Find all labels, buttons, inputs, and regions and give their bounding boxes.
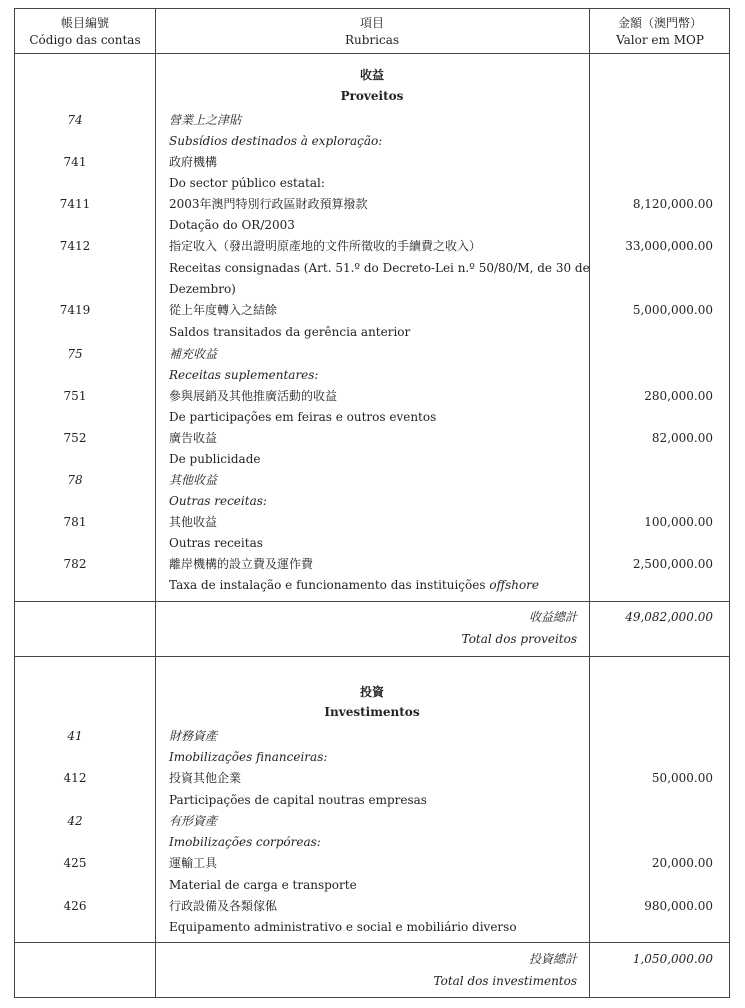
rubric-pt: Do sector público estatal:: [169, 176, 325, 190]
total-label-pt: Total dos proveitos: [461, 632, 577, 646]
rubric-zh: 政府機構: [169, 155, 218, 169]
amount-value: 20,000.00: [651, 856, 713, 870]
amount-value: 33,000,000.00: [625, 239, 713, 253]
rubric-pt: Imobilizações financeiras:: [169, 750, 328, 764]
rubric-pt: Participações de capital noutras empresas: [169, 793, 427, 807]
amount-value: 8,120,000.00: [632, 197, 713, 211]
account-code: 426: [63, 899, 87, 913]
account-code: 75: [67, 347, 83, 361]
header-code: [15, 15, 155, 49]
account-code: 7412: [59, 239, 91, 253]
header-code-pt: Código das contas: [29, 33, 141, 47]
account-code: 751: [63, 389, 87, 403]
rubric-pt-text: Taxa de instalação e funcionamento das instituições: [169, 578, 486, 592]
account-code: 741: [63, 155, 87, 169]
total-label-zh: 收益總計: [528, 610, 577, 624]
header-amount: [589, 15, 731, 49]
rubric-zh: 營業上之津貼: [169, 113, 242, 127]
account-code: 78: [67, 473, 83, 487]
budget-table: [14, 8, 730, 998]
account-code: 74: [67, 113, 83, 127]
rubric-zh: 其他收益: [169, 515, 218, 529]
amount-value: 5,000,000.00: [632, 303, 713, 317]
rubric-pt: Subsídios destinados à exploração:: [169, 134, 383, 148]
rubric-zh: 廣告收益: [169, 431, 218, 445]
rubric-pt: Imobilizações corpóreas:: [169, 835, 321, 849]
subtotal-rule: [15, 942, 729, 943]
rubric-pt: De participações em feiras e outros eventos: [169, 410, 437, 424]
header-description: [155, 15, 589, 49]
rubric-zh: 其他收益: [169, 473, 218, 487]
account-code: 782: [63, 557, 87, 571]
subtotal-rule: [15, 601, 729, 602]
rubric-zh: 投資其他企業: [169, 771, 242, 785]
rubric-zh: 財務資產: [169, 729, 218, 743]
section-rule: [15, 656, 729, 657]
rubric-pt: Material de carga e transporte: [169, 878, 357, 892]
rubric-pt: Receitas consignadas (Art. 51.º do Decreto-Lei n.º 50/80/M, de 30 de: [169, 261, 590, 275]
rubric-zh: 有形資產: [169, 814, 218, 828]
rubric-zh: 離岸機構的設立費及運作費: [169, 557, 314, 571]
section-title-zh: 投資: [359, 685, 384, 699]
account-code: 412: [63, 771, 87, 785]
amount-value: 280,000.00: [644, 389, 713, 403]
rubric-pt: Equipamento administrativo e social e mobiliário diverso: [169, 920, 517, 934]
rubric-pt: Outras receitas: [169, 536, 263, 550]
rubric-pt-italic: offshore: [489, 578, 540, 592]
rubric-zh: 指定收入（發出證明原產地的文件所徵收的手續費之收入）: [169, 239, 482, 253]
rubric-pt: Saldos transitados da gerência anterior: [169, 325, 411, 339]
rubric-zh: 補充收益: [169, 347, 218, 361]
rubric-zh: 運輸工具: [169, 856, 218, 870]
header-desc-pt: Rubricas: [344, 33, 400, 47]
amount-value: 82,000.00: [651, 431, 713, 445]
header-rule: [15, 53, 729, 54]
section-title-zh: 收益: [359, 68, 384, 82]
rubric-zh: 從上年度轉入之結餘: [169, 303, 278, 317]
rubric-zh: 參與展銷及其他推廣活動的收益: [169, 389, 338, 403]
rubric-zh: 2003年澳門特別行政區財政預算撥款: [169, 197, 368, 211]
account-code: 41: [67, 729, 83, 743]
header-code-zh: 帳目編號: [60, 16, 109, 30]
rubric-pt: Receitas suplementares:: [169, 368, 319, 382]
total-amount: 49,082,000.00: [625, 610, 713, 624]
account-code: 425: [63, 856, 87, 870]
header-amount-pt: Valor em MOP: [616, 33, 704, 47]
account-code: 7411: [59, 197, 91, 211]
total-amount: 1,050,000.00: [632, 952, 713, 966]
account-code: 7419: [59, 303, 91, 317]
account-code: 42: [67, 814, 83, 828]
rubric-pt-continued: Dezembro): [169, 282, 236, 296]
amount-value: 100,000.00: [644, 515, 713, 529]
rubric-pt: De publicidade: [169, 452, 261, 466]
section-title-pt: Investimentos: [324, 705, 420, 719]
column-divider: [589, 9, 590, 997]
header-desc-zh: 項目: [359, 16, 384, 30]
rubric-pt: [169, 577, 539, 593]
column-divider: [155, 9, 156, 997]
amount-value: 2,500,000.00: [632, 557, 713, 571]
rubric-zh: 行政設備及各類傢俬: [169, 899, 278, 913]
total-label-zh: 投資總計: [528, 952, 577, 966]
amount-value: 50,000.00: [651, 771, 713, 785]
account-code: 781: [63, 515, 87, 529]
total-label-pt: Total dos investimentos: [433, 974, 577, 988]
rubric-pt: Outras receitas:: [169, 494, 267, 508]
rubric-pt: Dotação do OR/2003: [169, 218, 295, 232]
amount-value: 980,000.00: [644, 899, 713, 913]
account-code: 752: [63, 431, 87, 445]
section-title-pt: Proveitos: [340, 89, 404, 103]
header-amount-zh: 金額（澳門幣）: [617, 16, 702, 30]
